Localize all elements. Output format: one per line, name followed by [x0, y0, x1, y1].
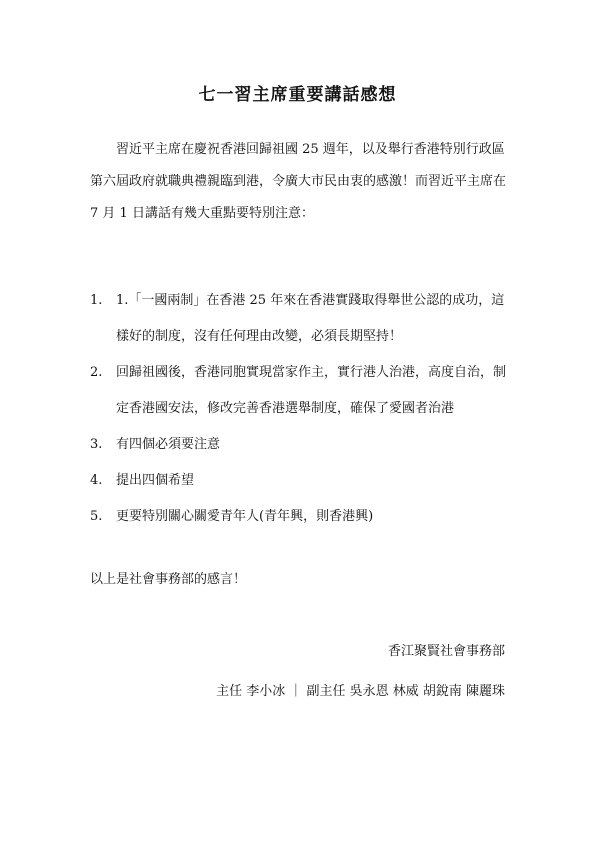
list-item-number: 1.: [90, 293, 103, 308]
list-item-text: 更要特別關心關愛青年人(青年興，則香港興): [116, 509, 374, 524]
organization-name: 香江聚賢社會事務部: [387, 644, 505, 659]
list-item-text: 有四個必須要注意: [116, 437, 221, 452]
key-points-list: [90, 283, 515, 535]
intro-text: 習近平主席在慶祝香港回歸祖國 25 週年，以及舉行香港特別行政區第六屆政府就職典禮親臨到港，令廣大市民由衷的感激！而習近平主席在 7 月 1 日講話有幾大重點要特別注意：: [90, 142, 507, 221]
signatories-line: 主任 李小冰 ｜ 副主任 吳永恩 林威 胡銳南 陳麗珠: [216, 684, 505, 699]
list-item-text: 1.「一國兩制」在香港 25 年來在香港實踐取得舉世公認的成功，這樣好的制度，沒有任何理由改變，必須長期堅持！: [116, 293, 505, 344]
list-item-number: 4.: [90, 473, 103, 488]
list-item-number: 3.: [90, 437, 103, 452]
list-item: [90, 499, 515, 535]
document-title: 七一習主席重要講話感想: [198, 85, 397, 105]
list-item: [90, 283, 515, 355]
list-item-text: 提出四個希望: [116, 473, 195, 488]
list-item: [90, 463, 515, 499]
list-item: [90, 427, 515, 463]
list-item-number: 2.: [90, 365, 103, 380]
list-item-number: 5.: [90, 509, 103, 524]
closing-remark: 以上是社會事務部的感言！: [90, 572, 247, 587]
list-item-text: 回歸祖國後，香港同胞實現當家作主，實行港人治港，高度自治，制定香港國安法，修改完善香港選舉制度，確保了愛國者治港: [116, 365, 507, 416]
list-item: [90, 355, 515, 427]
intro-paragraph: [90, 134, 515, 230]
